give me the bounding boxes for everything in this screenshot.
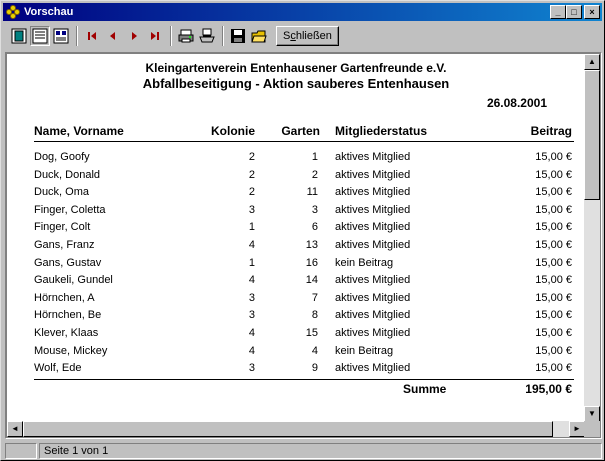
preview-viewport: [5, 52, 602, 439]
table-row: [7, 204, 585, 221]
table-row: [7, 221, 585, 238]
header-kolonie: Kolonie: [211, 124, 255, 138]
member-status: kein Beitrag: [335, 256, 394, 269]
member-garten: 13: [305, 239, 318, 251]
member-name: Gans, Gustav: [34, 256, 102, 269]
minimize-button[interactable]: _: [550, 5, 566, 19]
first-page-icon: [86, 30, 98, 42]
open-button[interactable]: [249, 26, 269, 46]
member-kolonie: 3: [248, 362, 255, 375]
member-kolonie: 4: [248, 327, 255, 339]
member-garten: 9: [311, 362, 318, 375]
table-row: [7, 327, 585, 344]
member-kolonie: 4: [248, 344, 255, 357]
member-kolonie: 3: [248, 291, 255, 304]
save-button[interactable]: [228, 26, 248, 46]
member-status: aktives Mitglied: [335, 239, 411, 251]
page-width-icon: [32, 28, 48, 44]
print-button[interactable]: [197, 26, 217, 46]
table-row: [7, 257, 585, 274]
previous-page-icon: [107, 30, 119, 42]
header-status: Mitgliederstatus: [335, 124, 428, 138]
last-page-button[interactable]: [145, 26, 165, 46]
member-name: Finger, Coletta: [34, 203, 106, 216]
toolbar: [3, 23, 602, 49]
arrow-right-icon: ►: [573, 424, 581, 433]
table-row: [7, 274, 585, 291]
member-beitrag: 15,00 €: [535, 151, 572, 163]
table-row: [7, 292, 585, 309]
printer-setup-icon: [178, 28, 194, 44]
sum-value: 195,00 €: [525, 382, 572, 396]
member-beitrag: 15,00 €: [535, 203, 572, 216]
sum-divider: [34, 379, 574, 380]
member-name: Klever, Klaas: [34, 327, 99, 339]
member-status: aktives Mitglied: [335, 291, 411, 304]
member-kolonie: 2: [248, 186, 255, 199]
member-status: aktives Mitglied: [335, 221, 411, 234]
table-row: [7, 345, 585, 362]
member-garten: 6: [311, 221, 318, 234]
sum-label: Summe: [403, 382, 447, 396]
member-beitrag: 15,00 €: [535, 239, 572, 251]
arrow-left-icon: ◄: [11, 424, 19, 433]
member-status: aktives Mitglied: [335, 168, 411, 181]
member-status: aktives Mitglied: [335, 274, 411, 287]
scroll-left-button[interactable]: [7, 421, 23, 437]
member-garten: 15: [305, 327, 318, 339]
vertical-scrollbar[interactable]: [584, 54, 600, 422]
last-page-icon: [149, 30, 161, 42]
next-page-icon: [128, 30, 140, 42]
report-date: 26.08.2001: [486, 96, 547, 110]
member-kolonie: 3: [248, 203, 255, 216]
member-beitrag: 15,00 €: [535, 344, 572, 357]
floppy-disk-icon: [230, 28, 246, 44]
title-bar: [3, 3, 602, 21]
member-kolonie: 4: [248, 239, 255, 251]
member-name: Wolf, Ede: [34, 362, 82, 375]
member-name: Hörnchen, A: [34, 291, 95, 304]
zoom-100-icon: [53, 28, 69, 44]
scroll-up-button[interactable]: [584, 54, 600, 70]
close-preview-button[interactable]: S c hließen: [276, 26, 339, 46]
print-setup-button[interactable]: [176, 26, 196, 46]
member-name: Mouse, Mickey: [34, 344, 108, 357]
member-status: aktives Mitglied: [335, 186, 411, 199]
maximize-button[interactable]: □: [566, 5, 582, 19]
member-name: Duck, Donald: [34, 168, 101, 181]
window-title: Vorschau: [24, 6, 74, 18]
scroll-right-button[interactable]: [569, 421, 585, 437]
member-garten: 14: [305, 274, 318, 287]
member-garten: 7: [311, 291, 318, 304]
member-garten: 1: [311, 151, 318, 163]
report-title: Abfallbeseitigung - Aktion sauberes Entenhausen: [142, 76, 450, 91]
member-status: aktives Mitglied: [335, 327, 411, 339]
member-name: Dog, Goofy: [34, 151, 90, 163]
member-garten: 16: [305, 256, 318, 269]
member-name: Finger, Colt: [34, 221, 91, 234]
first-page-button[interactable]: [82, 26, 102, 46]
member-garten: 2: [311, 168, 318, 181]
organization-name: Kleingartenverein Entenhausener Gartenfreunde e.V.: [145, 61, 447, 75]
member-name: Hörnchen, Be: [34, 309, 102, 322]
member-garten: 3: [311, 203, 318, 216]
whole-page-button[interactable]: [9, 26, 29, 46]
status-bar: [3, 442, 602, 460]
member-beitrag: 15,00 €: [535, 168, 572, 181]
table-row: [7, 169, 585, 186]
printer-icon: [199, 28, 215, 44]
member-garten: 8: [311, 309, 318, 322]
header-beitrag: Beitrag: [530, 124, 572, 138]
member-beitrag: 15,00 €: [535, 309, 572, 322]
member-status: kein Beitrag: [335, 344, 394, 357]
member-kolonie: 2: [248, 151, 255, 163]
member-beitrag: 15,00 €: [535, 256, 572, 269]
member-status: aktives Mitglied: [335, 309, 411, 322]
member-beitrag: 15,00 €: [535, 327, 572, 339]
member-kolonie: 4: [248, 274, 255, 287]
page-width-button[interactable]: [30, 26, 50, 46]
vertical-scroll-thumb[interactable]: [584, 70, 600, 200]
member-kolonie: 1: [248, 221, 255, 234]
member-beitrag: 15,00 €: [535, 221, 572, 234]
member-name: Duck, Oma: [34, 186, 90, 199]
member-beitrag: 15,00 €: [535, 186, 572, 199]
close-window-button[interactable]: ×: [584, 5, 600, 19]
member-beitrag: 15,00 €: [535, 274, 572, 287]
app-flower-icon: [6, 5, 20, 19]
member-garten: 4: [311, 344, 318, 357]
arrow-up-icon: ▲: [588, 57, 596, 66]
member-name: Gaukeli, Gundel: [34, 274, 113, 287]
member-kolonie: 3: [248, 309, 255, 322]
next-page-button[interactable]: [124, 26, 144, 46]
member-beitrag: 15,00 €: [535, 362, 572, 375]
table-row: [7, 309, 585, 326]
member-status: aktives Mitglied: [335, 151, 411, 163]
header-name: Name, Vorname: [34, 124, 124, 138]
previous-page-button[interactable]: [103, 26, 123, 46]
horizontal-scrollbar[interactable]: [7, 421, 585, 437]
scroll-corner: [584, 421, 600, 437]
header-divider: [34, 141, 574, 142]
page-info: Seite 1 von 1: [39, 443, 602, 459]
table-row: [7, 151, 585, 168]
scroll-down-button[interactable]: [584, 406, 600, 422]
member-garten: 11: [306, 186, 318, 199]
member-kolonie: 1: [248, 256, 255, 269]
whole-page-icon: [11, 28, 27, 44]
member-kolonie: 2: [248, 168, 255, 181]
horizontal-scroll-thumb[interactable]: [23, 421, 553, 437]
report-page: [7, 54, 585, 422]
member-status: aktives Mitglied: [335, 203, 411, 216]
zoom-100-button[interactable]: [51, 26, 71, 46]
table-row: [7, 239, 585, 256]
member-status: aktives Mitglied: [335, 362, 411, 375]
header-garten: Garten: [281, 124, 320, 138]
table-row: [7, 186, 585, 203]
member-beitrag: 15,00 €: [535, 291, 572, 304]
arrow-down-icon: ▼: [588, 409, 596, 418]
table-row: [7, 362, 585, 379]
open-folder-icon: [251, 28, 267, 44]
member-name: Gans, Franz: [34, 239, 95, 251]
